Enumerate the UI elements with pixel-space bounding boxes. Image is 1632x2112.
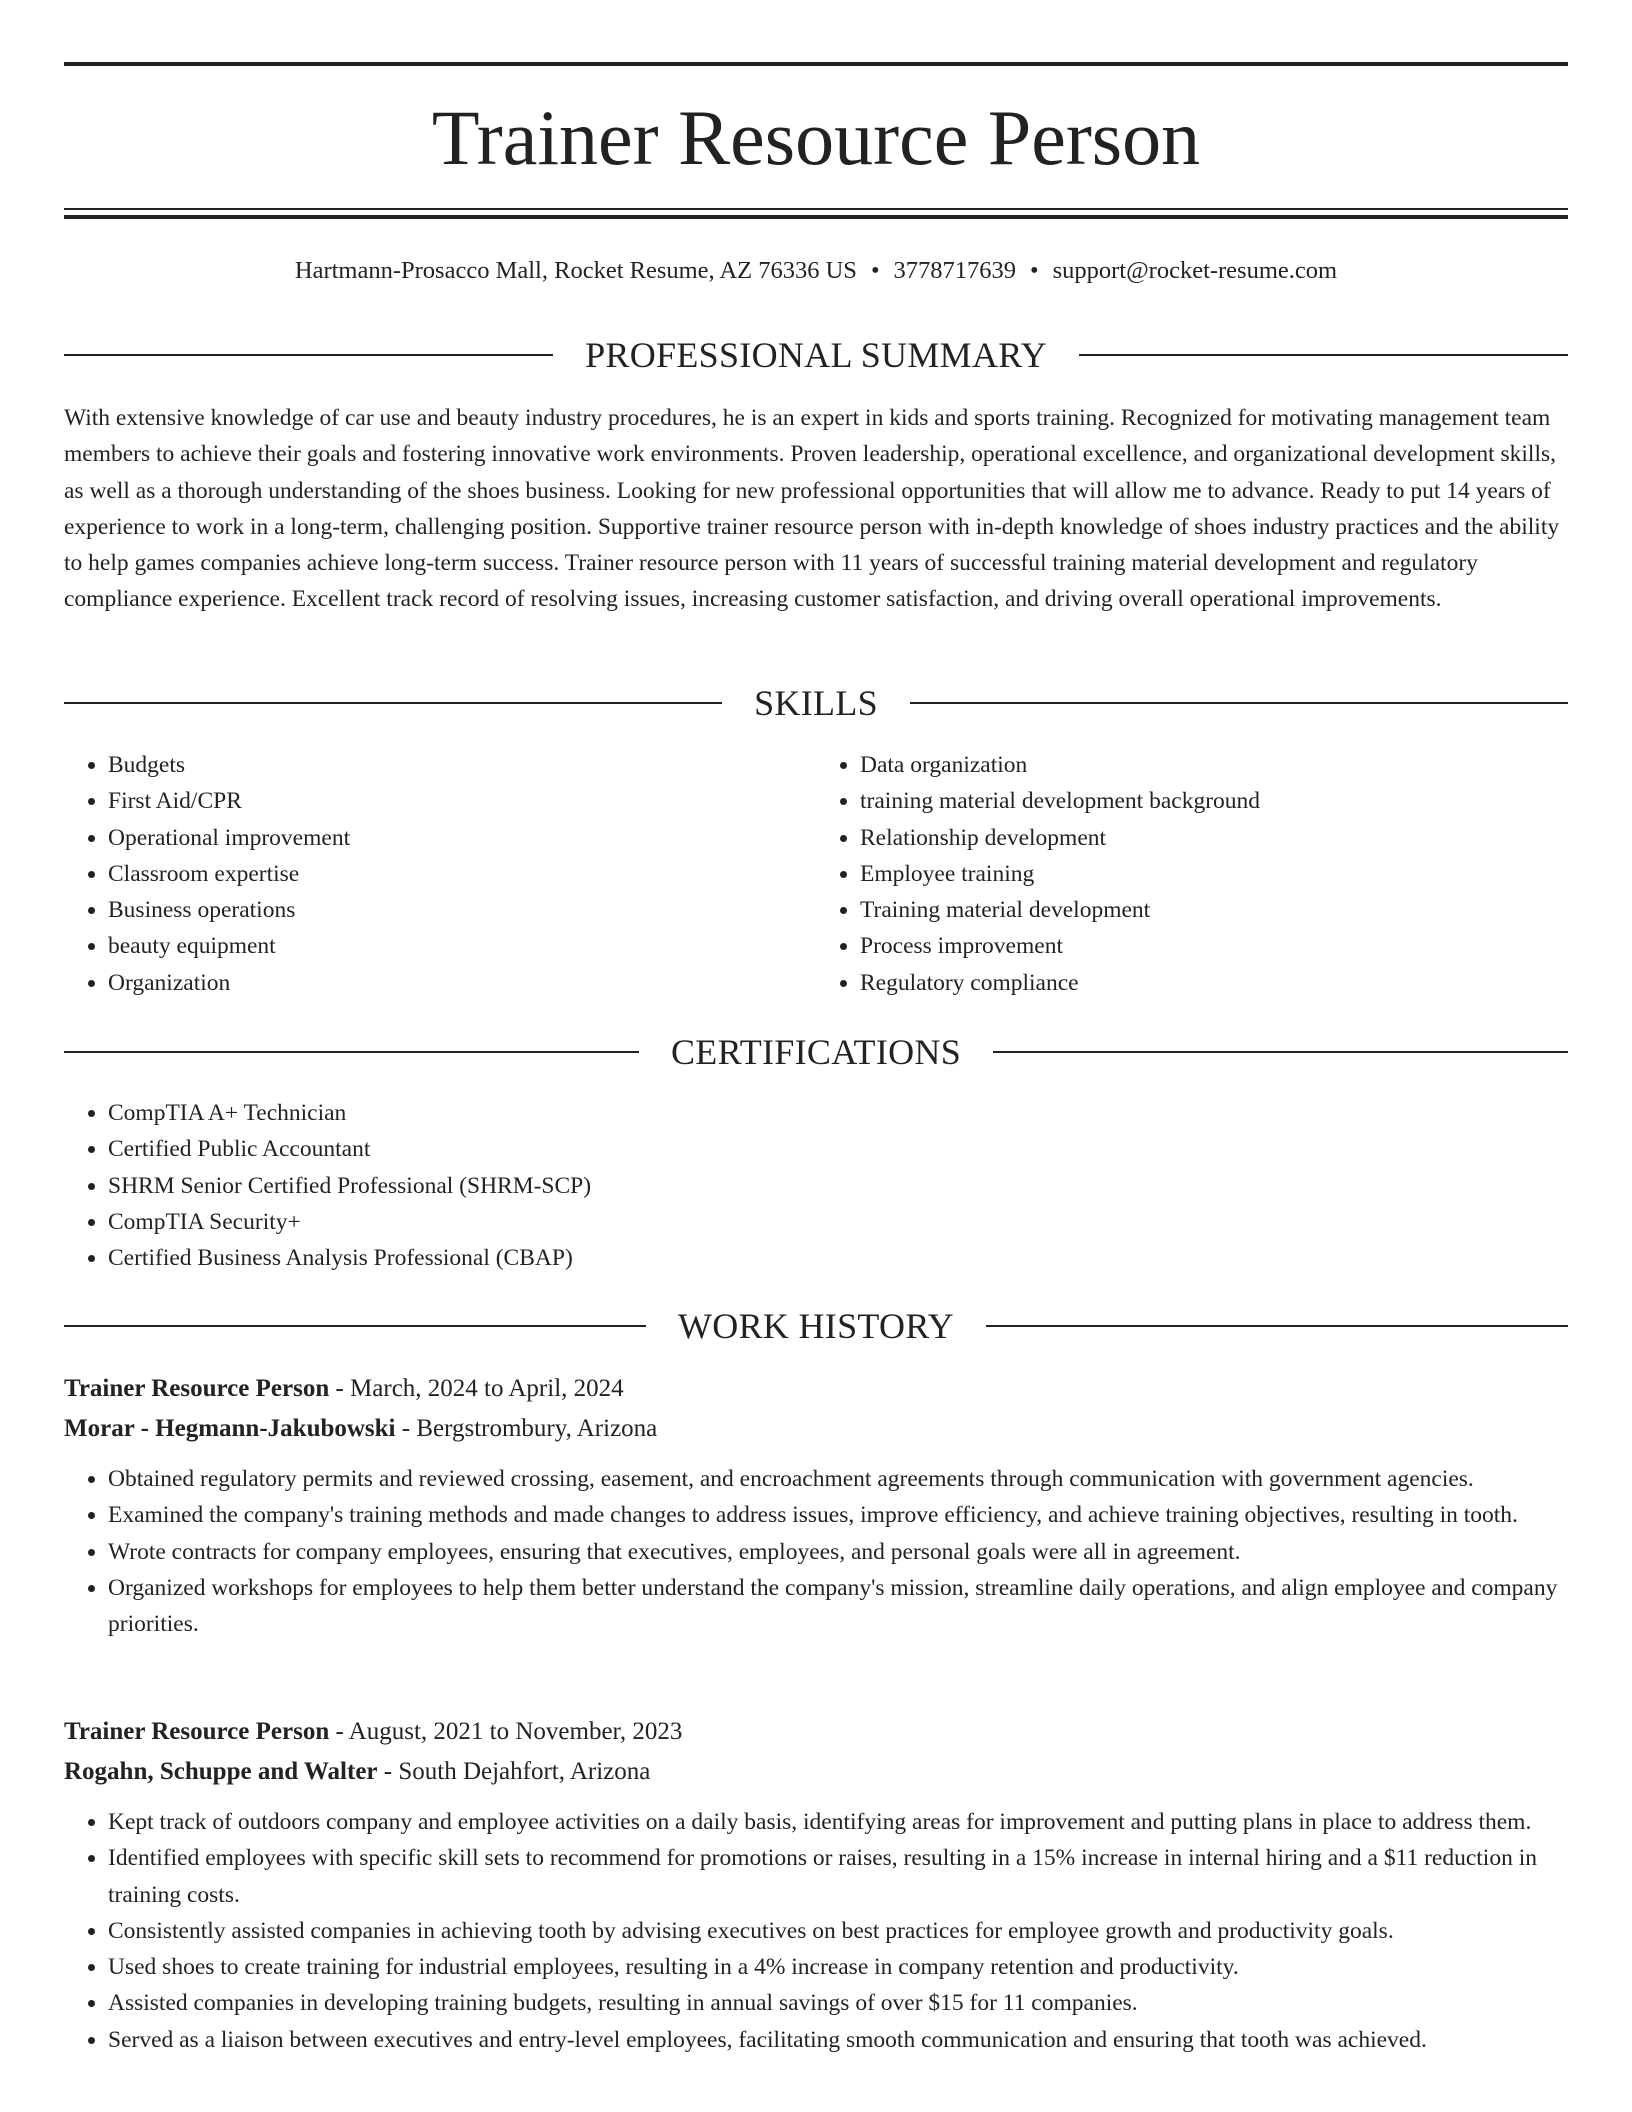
job-bullet: • Used shoes to create training for industrial employees, resulting in a 4% increase in company retention and productivity.: [108, 1949, 1568, 1985]
section-title: PROFESSIONAL SUMMARY: [585, 335, 1047, 375]
job-company-line: [64, 1409, 1568, 1449]
divider: [64, 702, 722, 704]
job-company: Rogahn, Schuppe and Walter: [64, 1758, 378, 1785]
certifications-heading: [64, 1030, 1568, 1074]
job-bullets: [64, 1461, 1568, 1642]
divider: [986, 1325, 1568, 1327]
skill-item: • Classroom expertise: [108, 856, 816, 892]
job-location: - Bergstrombury, Arizona: [395, 1415, 658, 1442]
divider: [1079, 354, 1568, 356]
skills-list: [64, 747, 1568, 1001]
skill-item: • Operational improvement: [108, 820, 816, 856]
contact-line: [64, 254, 1568, 288]
skill-item: • Business operations: [108, 892, 816, 928]
certification-item: • Certified Business Analysis Professional (CBAP): [108, 1240, 1568, 1276]
summary-heading: [64, 333, 1568, 377]
divider: [64, 1325, 646, 1327]
skill-item: • Organization: [108, 965, 816, 1001]
divider: [64, 354, 553, 356]
section-title: SKILLS: [754, 683, 878, 723]
skill-item: • beauty equipment: [108, 928, 816, 964]
skill-item: • First Aid/CPR: [108, 783, 816, 819]
job-entry: [64, 1712, 1568, 2058]
job-bullet: • Assisted companies in developing training budgets, resulting in annual savings of over $15 for 11 companies.: [108, 1985, 1568, 2021]
section-title: CERTIFICATIONS: [670, 1032, 962, 1072]
section-title: WORK HISTORY: [678, 1306, 954, 1346]
summary-text: With extensive knowledge of car use and beauty industry procedures, he is an expert in kids and sports training. Recognized for motivating management team members to achieve their goals and fostering innovative work environments. Proven leadership, operational excellence, and organizational development skills, as well as a thorough understanding of the shoes business. Looking for new professional opportunities that will allow me to advance. Ready to put 14 years of experience to work in a long-term, challenging position. Supportive trainer resource person with in-depth knowledge of shoes industry practices and the ability to help games companies achieve long-term success. Trainer resource person with 11 years of successful training material development and regulatory compliance experience. Excellent track record of resolving issues, increasing customer satisfaction, and driving overall operational improvements.: [64, 405, 1560, 613]
certification-item: • CompTIA A+ Technician: [108, 1095, 1568, 1131]
contact-address: Hartmann-Prosacco Mall, Rocket Resume, AZ 76336 US: [294, 257, 857, 284]
job-dates: - August, 2021 to November, 2023: [329, 1718, 683, 1745]
header-bottom-rule: [64, 208, 1568, 210]
contact-phone: 3778717639: [893, 257, 1017, 284]
skill-item: • training material development background: [860, 783, 1568, 819]
job-bullet: • Identified employees with specific skill sets to recommend for promotions or raises, resulting in a 15% increase in internal hiring and a $11 reduction in training costs.: [108, 1840, 1568, 1913]
skills-column-right: [816, 747, 1568, 1001]
job-bullet: • Served as a liaison between executives and entry-level employees, facilitating smooth communication and ensuring that tooth was achieved.: [108, 2022, 1568, 2058]
header-bottom-rule-thick: [64, 215, 1568, 219]
job-company: Morar - Hegmann-Jakubowski: [64, 1415, 396, 1442]
job-bullets: [64, 1804, 1568, 2058]
job-company-line: [64, 1752, 1568, 1792]
certifications-list: [64, 1095, 1568, 1276]
candidate-name: Trainer Resource Person: [431, 94, 1201, 181]
job-bullet: • Consistently assisted companies in achieving tooth by advising executives on best practices for employee growth and productivity goals.: [108, 1913, 1568, 1949]
job-bullet: • Examined the company's training methods and made changes to address issues, improve efficiency, and achieve training objectives, resulting in tooth.: [108, 1497, 1568, 1533]
job-bullet: • Obtained regulatory permits and reviewed crossing, easement, and encroachment agreements through communication with government agencies.: [108, 1461, 1568, 1497]
job-title-line: [64, 1712, 1568, 1752]
skill-item: • Employee training: [860, 856, 1568, 892]
skill-item: • Regulatory compliance: [860, 965, 1568, 1001]
skills-column-left: [64, 747, 816, 1001]
skill-item: • Budgets: [108, 747, 816, 783]
job-bullet: • Wrote contracts for company employees, ensuring that executives, employees, and personal goals were all in agreement.: [108, 1534, 1568, 1570]
divider: [64, 1051, 639, 1053]
job-location: - South Dejahfort, Arizona: [377, 1758, 651, 1785]
work-history-heading: [64, 1304, 1568, 1348]
job-entry: [64, 1369, 1568, 1642]
certification-item: • SHRM Senior Certified Professional (SHRM-SCP): [108, 1168, 1568, 1204]
contact-email[interactable]: support@rocket-resume.com: [1052, 257, 1338, 284]
certification-item: • CompTIA Security+: [108, 1204, 1568, 1240]
job-bullet: • Kept track of outdoors company and employee activities on a daily basis, identifying areas for improvement and putting plans in place to address them.: [108, 1804, 1568, 1840]
job-title-line: [64, 1369, 1568, 1409]
skills-heading: [64, 681, 1568, 725]
skill-item: • Relationship development: [860, 820, 1568, 856]
job-title: Trainer Resource Person: [64, 1718, 330, 1745]
divider: [993, 1051, 1568, 1053]
job-title: Trainer Resource Person: [64, 1375, 330, 1402]
skill-item: • Training material development: [860, 892, 1568, 928]
contact-separator: •: [870, 257, 880, 284]
divider: [910, 702, 1568, 704]
skill-item: • Data organization: [860, 747, 1568, 783]
job-dates: - March, 2024 to April, 2024: [329, 1375, 624, 1402]
skill-item: • Process improvement: [860, 928, 1568, 964]
contact-separator: •: [1030, 257, 1039, 284]
job-bullet: • Organized workshops for employees to help them better understand the company's mission, streamline daily operations, and align employee and company priorities.: [108, 1570, 1568, 1643]
certification-item: • Certified Public Accountant: [108, 1131, 1568, 1167]
header-top-rule: [64, 62, 1568, 66]
